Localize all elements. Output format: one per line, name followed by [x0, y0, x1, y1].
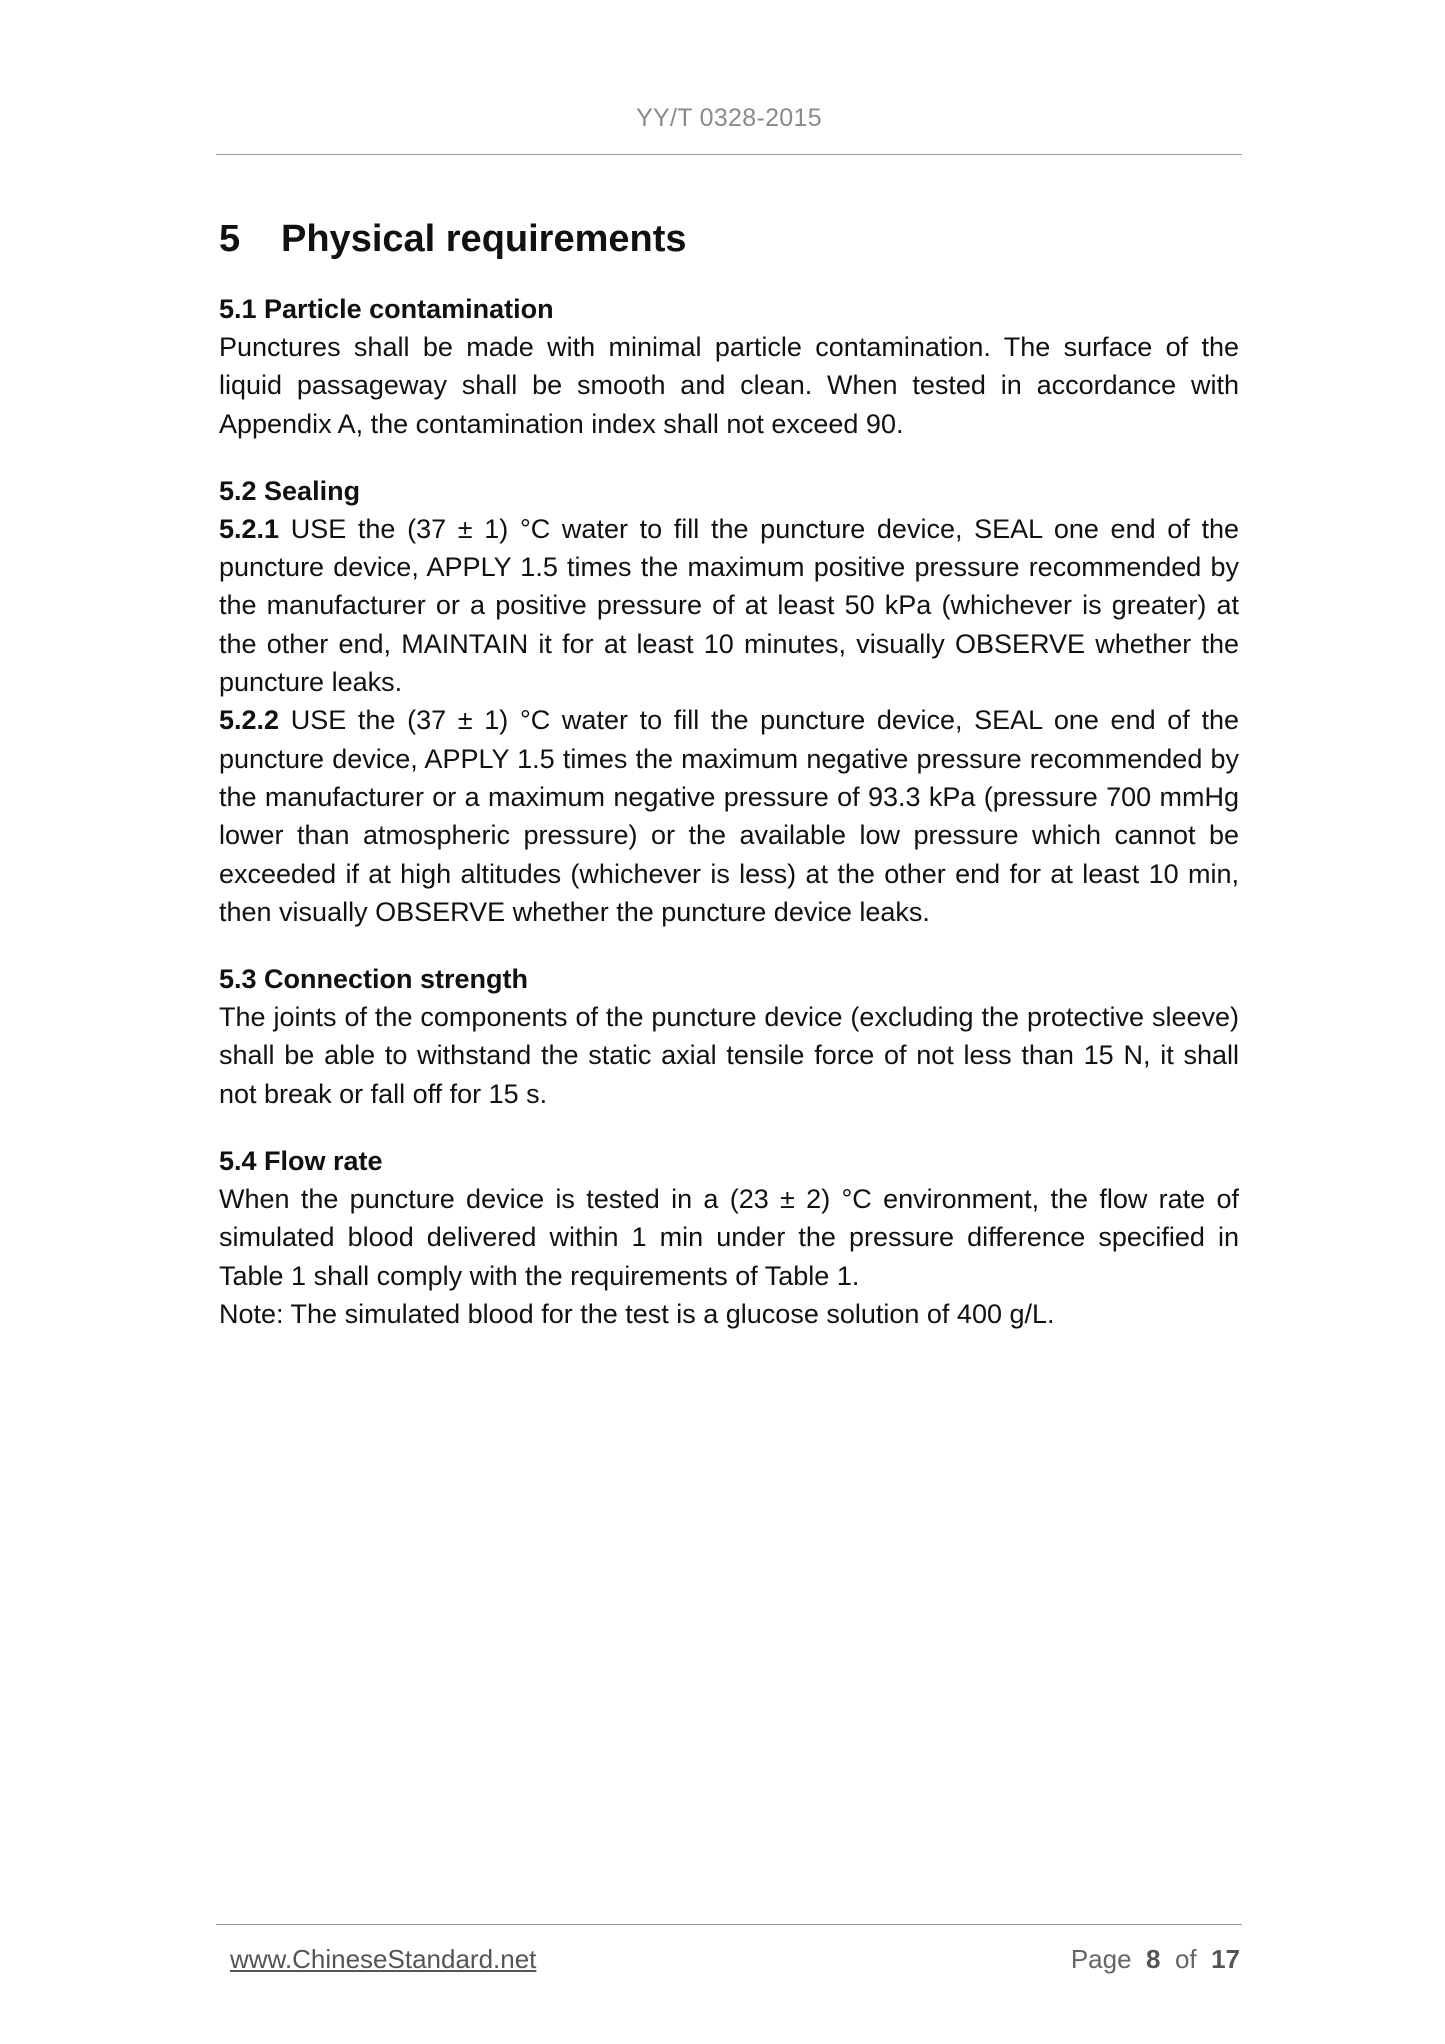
header-divider — [216, 154, 1242, 155]
page-label: Page — [1070, 1944, 1132, 1974]
paragraph-5-2-2 — [219, 701, 1239, 931]
clause-number-5-2-2: 5.2.2 — [219, 705, 280, 736]
document-id-header: YY/T 0328-2015 — [636, 104, 822, 132]
chapter-number: 5 — [219, 218, 241, 260]
section-heading-5-2: 5.2 Sealing — [219, 475, 361, 506]
section-heading-5-4: 5.4 Flow rate — [219, 1146, 383, 1177]
page-of-label: of — [1174, 1944, 1197, 1974]
section-heading-5-1: 5.1 Particle contamination — [219, 294, 554, 324]
note-5-4: Note: The simulated blood for the test is a glucose solution of 400 g/L. — [219, 1298, 1055, 1329]
paragraph-5-1: Punctures shall be made with minimal particle contamination. The surface of the liquid passageway shall be smooth and clean. When tested in accordance with Appendix A, the contamination index shall not exceed 90. — [219, 332, 1239, 439]
paragraph-5-4: When the puncture device is tested in a (23 ± 2) °C environment, the flow rate of simulated blood delivered within 1 min under the pressure difference specified in Table 1 shall comply with the requirements of Table 1. — [219, 1184, 1239, 1291]
page-current: 8 — [1146, 1944, 1161, 1974]
paragraph-5-3: The joints of the components of the puncture device (excluding the protective sleeve) shall be able to withstand the static axial tensile force of not less than 15 N, it shall not break or fall off for 15 s. — [219, 1002, 1239, 1109]
chapter-title — [219, 213, 1239, 265]
paragraph-5-2-1 — [219, 510, 1239, 701]
section-heading-5-3: 5.3 Connection strength — [219, 964, 529, 995]
page-number — [1071, 1944, 1240, 1975]
page-content — [219, 213, 1239, 1333]
chapter-title-text: Physical requirements — [281, 218, 687, 260]
clause-number-5-2-1: 5.2.1 — [219, 513, 280, 544]
page-total: 17 — [1211, 1944, 1240, 1974]
clause-text-5-2-2: USE the (37 ± 1) °C water to fill the puncture device, SEAL one end of the puncture device, APPLY 1.5 times the maximum negative pressure recommended by the manufacturer or a maximum negative pressure of 93.3 kPa (pressure 700 mmHg lower than atmospheric pressure) or the available low pressure which cannot be exceeded if at high altitudes (whichever is less) at the other end for at least 10 min, then visually OBSERVE whether the puncture device leaks. — [219, 705, 1239, 927]
website-link[interactable]: www.ChineseStandard.net — [230, 1944, 537, 1974]
clause-text-5-2-1: USE the (37 ± 1) °C water to fill the puncture device, SEAL one end of the puncture device, APPLY 1.5 times the maximum positive pressure recommended by the manufacturer or a positive pressure of at least 50 kPa (whichever is greater) at the other end, MAINTAIN it for at least 10 minutes, visually OBSERVE whether the puncture leaks. — [219, 513, 1239, 698]
footer-divider — [216, 1924, 1242, 1925]
